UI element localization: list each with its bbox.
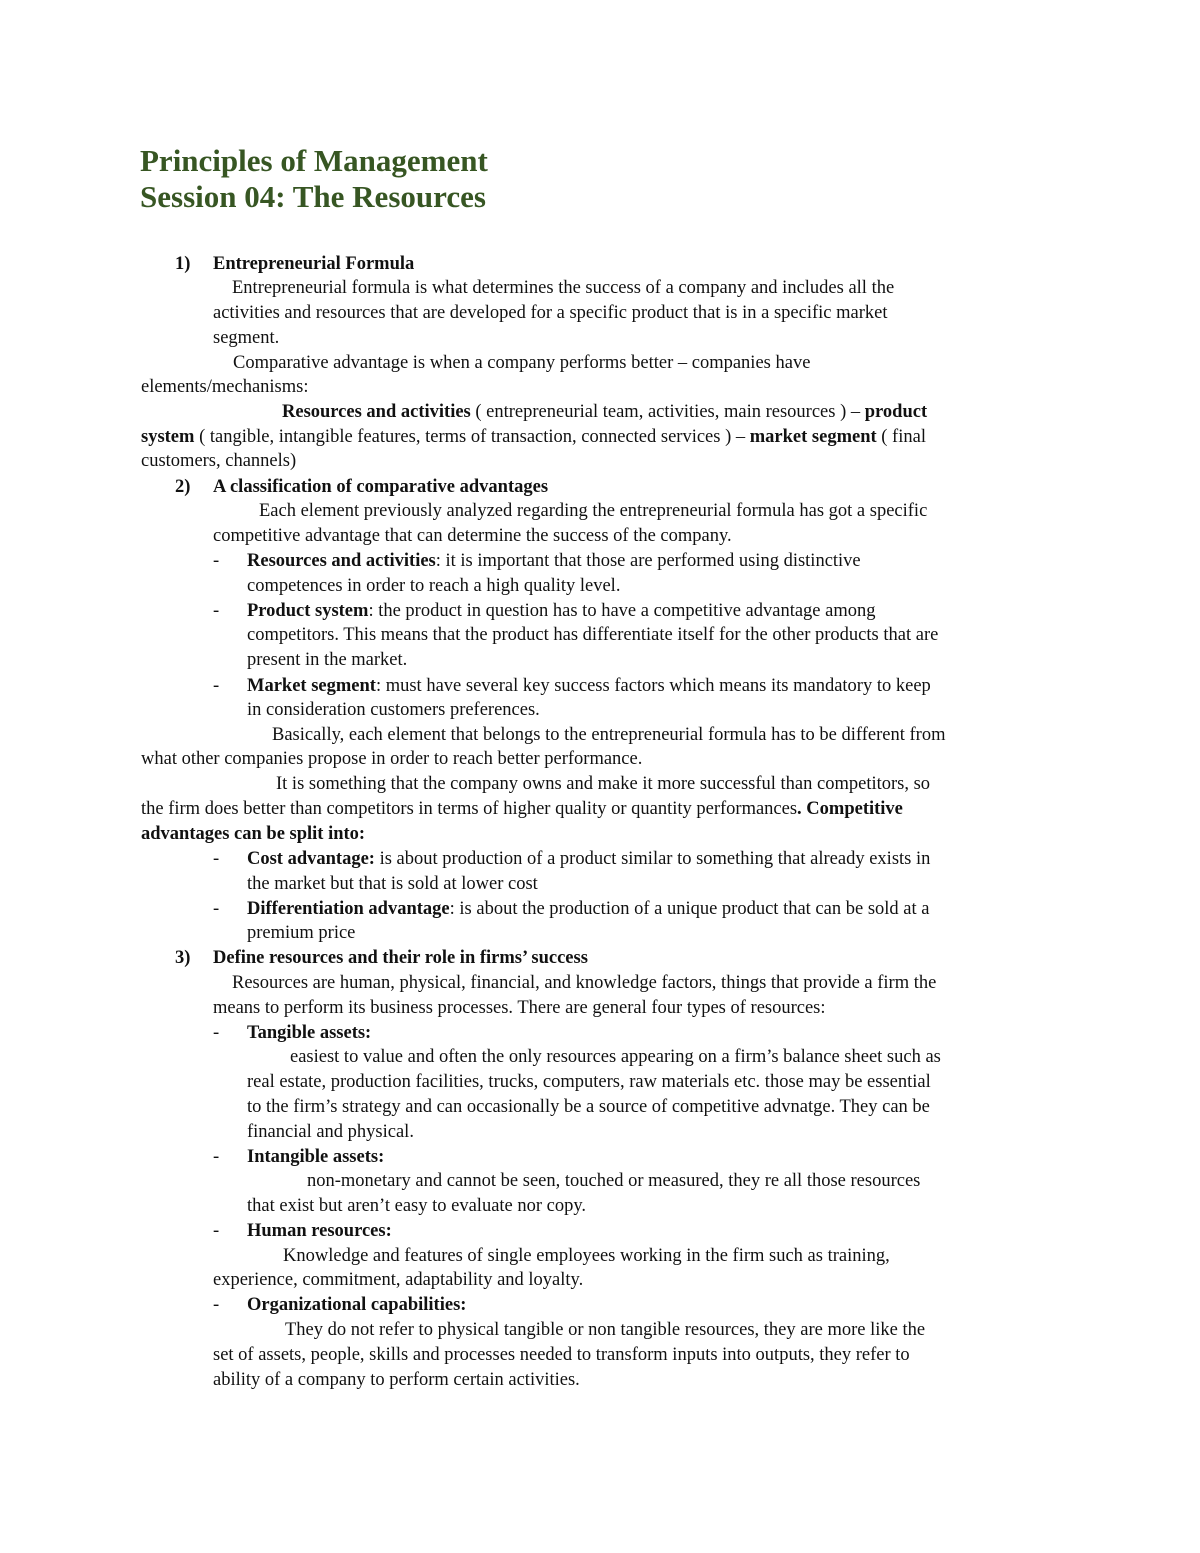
paragraph-line: It is something that the company owns and make it more successful than competitors, so bbox=[276, 774, 931, 794]
bullet-line: present in the market. bbox=[247, 650, 408, 670]
bullet-heading: Tangible assets: bbox=[247, 1023, 372, 1043]
bullet-heading: Human resources: bbox=[247, 1221, 392, 1241]
bullet-dash: - bbox=[213, 551, 220, 571]
bullet-line: competences in order to reach a high quality level. bbox=[247, 576, 621, 596]
bullet-line: They do not refer to physical tangible or non tangible resources, they are more like the bbox=[285, 1320, 926, 1340]
bullet-line: to the firm’s strategy and can occasionally be a source of competitive advnatge. They can be bbox=[247, 1097, 930, 1117]
section-number: 3) bbox=[175, 948, 191, 968]
bullet-heading: Organizational capabilities: bbox=[247, 1295, 467, 1315]
bullet-line: real estate, production facilities, trucks, computers, raw materials etc. those may be essential bbox=[247, 1072, 931, 1092]
paragraph-line: advantages can be split into: bbox=[141, 824, 366, 844]
bullet-line: the market but that is sold at lower cost bbox=[247, 874, 538, 894]
bullet-line: Knowledge and features of single employees working in the firm such as training, bbox=[283, 1246, 890, 1266]
bullet-item: Resources and activities: it is important that those are performed using distinctive bbox=[247, 551, 861, 571]
bullet-line: competitors. This means that the product has differentiate itself for the other products that are bbox=[247, 625, 939, 645]
bullet-line: set of assets, people, skills and processes needed to transform inputs into outputs, they refer to bbox=[213, 1345, 910, 1365]
bullet-line: non-monetary and cannot be seen, touched or measured, they re all those resources bbox=[307, 1171, 921, 1191]
bullet-dash: - bbox=[213, 676, 220, 696]
paragraph-line: segment. bbox=[213, 328, 280, 348]
paragraph-line: Comparative advantage is when a company performs better – companies have bbox=[233, 353, 811, 373]
bullet-dash: - bbox=[213, 849, 220, 869]
paragraph-line: system ( tangible, intangible features, terms of transaction, connected services ) – market segment ( final bbox=[141, 427, 926, 447]
bullet-line: easiest to value and often the only resources appearing on a firm’s balance sheet such as bbox=[290, 1047, 941, 1067]
paragraph-line: what other companies propose in order to reach better performance. bbox=[141, 749, 643, 769]
section-heading: A classification of comparative advantages bbox=[213, 477, 549, 497]
paragraph-line: activities and resources that are developed for a specific product that is in a specific market bbox=[213, 303, 888, 323]
paragraph-line: Each element previously analyzed regarding the entrepreneurial formula has got a specific bbox=[259, 501, 928, 521]
bullet-dash: - bbox=[213, 899, 220, 919]
bullet-line: premium price bbox=[247, 923, 356, 943]
paragraph-line: Entrepreneurial formula is what determines the success of a company and includes all the bbox=[232, 278, 895, 298]
bullet-dash: - bbox=[213, 1023, 220, 1043]
section-heading: Define resources and their role in firms’ success bbox=[213, 948, 588, 968]
bullet-heading: Intangible assets: bbox=[247, 1147, 385, 1167]
bullet-item: Market segment: must have several key success factors which means its mandatory to keep bbox=[247, 676, 931, 696]
paragraph-line: Resources are human, physical, financial, and knowledge factors, things that provide a firm the bbox=[232, 973, 937, 993]
paragraph-line: elements/mechanisms: bbox=[141, 377, 309, 397]
bullet-item: Differentiation advantage: is about the production of a unique product that can be sold at a bbox=[247, 899, 930, 919]
bullet-dash: - bbox=[213, 1147, 220, 1167]
bullet-line: in consideration customers preferences. bbox=[247, 700, 540, 720]
bullet-item: Cost advantage: is about production of a product similar to something that already exists in bbox=[247, 849, 931, 869]
bullet-line: experience, commitment, adaptability and loyalty. bbox=[213, 1270, 584, 1290]
bullet-dash: - bbox=[213, 1221, 220, 1241]
paragraph-line: competitive advantage that can determine the success of the company. bbox=[213, 526, 732, 546]
bullet-dash: - bbox=[213, 601, 220, 621]
section-number: 1) bbox=[175, 254, 191, 274]
paragraph-line: customers, channels) bbox=[141, 451, 297, 471]
paragraph-line: means to perform its business processes. There are general four types of resources: bbox=[213, 998, 826, 1018]
paragraph-line: Basically, each element that belongs to the entrepreneurial formula has to be different from bbox=[272, 725, 946, 745]
bullet-item: Product system: the product in question has to have a competitive advantage among bbox=[247, 601, 876, 621]
paragraph-line: Resources and activities ( entrepreneurial team, activities, main resources ) – product bbox=[282, 402, 928, 422]
bullet-line: financial and physical. bbox=[247, 1122, 414, 1142]
document-subtitle: Session 04: The Resources bbox=[140, 179, 486, 214]
bullet-line: ability of a company to perform certain activities. bbox=[213, 1370, 580, 1390]
section-number: 2) bbox=[175, 477, 191, 497]
section-heading: Entrepreneurial Formula bbox=[213, 254, 415, 274]
bullet-line: that exist but aren’t easy to evaluate nor copy. bbox=[247, 1196, 587, 1216]
paragraph-line: the firm does better than competitors in terms of higher quality or quantity performances. Competitive bbox=[141, 799, 903, 819]
bullet-dash: - bbox=[213, 1295, 220, 1315]
document-title: Principles of Management bbox=[140, 143, 488, 178]
